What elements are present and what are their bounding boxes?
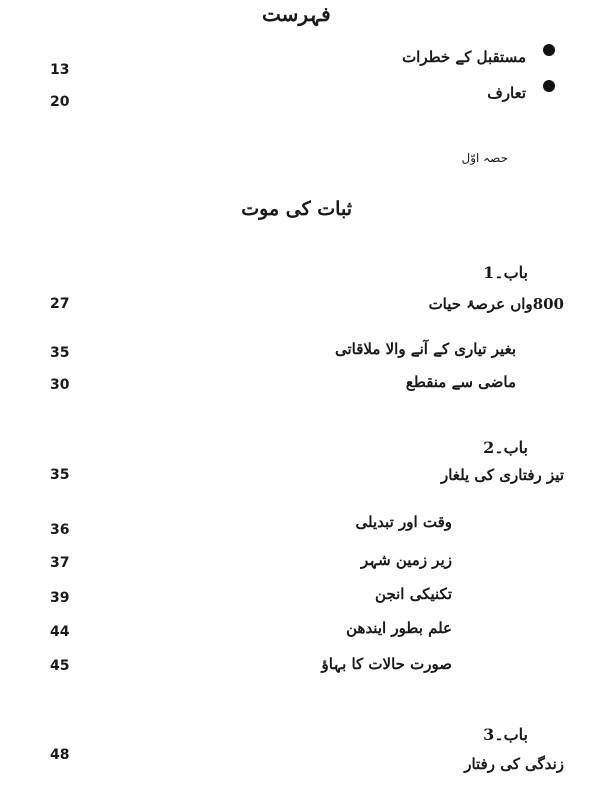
toc-entry-page: 48 [50, 747, 70, 763]
toc-entry-page: 20 [50, 94, 70, 110]
chapter-title: 800واں عرصۂ حیات [428, 295, 564, 313]
toc-entry-label: ماضی سے منقطع [405, 373, 516, 391]
toc-entry-label: صورت حالات کا بہاؤ [321, 655, 452, 673]
toc-entry-page: 35 [50, 345, 70, 361]
toc-entry-page: 45 [50, 658, 70, 674]
toc-entry-page: 44 [50, 624, 70, 640]
toc-entry-page: 39 [50, 590, 70, 606]
chapter-title: زندگی کی رفتار [464, 755, 564, 773]
chapter-label: باب۔2 [483, 438, 528, 457]
part-label: حصہ اوّل [461, 151, 508, 165]
chapter-label: باب۔3 [483, 725, 528, 744]
toc-entry-label: وقت اور تبدیلی [355, 513, 452, 531]
toc-entry-label: زیر زمین شہر [361, 551, 452, 569]
chapter-title: تیز رفتاری کی یلغار [441, 466, 564, 484]
toc-entry-label: مستقبل کے خطرات [402, 48, 526, 66]
toc-title: فہرست [262, 2, 331, 26]
toc-entry-page: 13 [50, 62, 70, 78]
toc-entry-label: بغیر تیاری کے آنے والا ملاقاتی [334, 340, 516, 358]
toc-entry-page: 37 [50, 555, 70, 571]
toc-entry-label: تکنیکی انجن [375, 585, 452, 603]
toc-entry-page: 30 [50, 377, 70, 393]
toc-entry-page: 35 [50, 467, 70, 483]
toc-entry-page: 27 [50, 296, 70, 312]
part-title: ثبات کی موت [241, 198, 352, 220]
toc-entry-label: تعارف [487, 84, 526, 102]
toc-entry-label: علم بطور ایندھن [346, 619, 452, 637]
toc-entry-page: 36 [50, 522, 70, 538]
bullet-icon [543, 44, 555, 56]
chapter-label: باب۔1 [483, 263, 528, 282]
bullet-icon [543, 80, 555, 92]
